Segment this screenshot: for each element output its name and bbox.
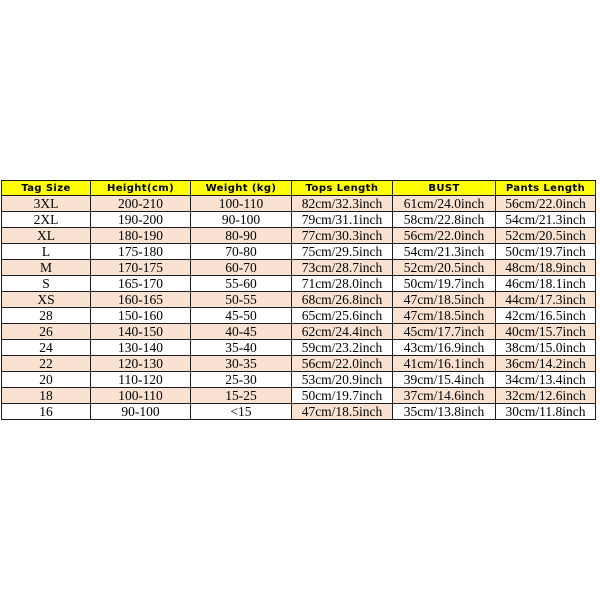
pants-length-cell: 50cm/19.7inch: [496, 244, 596, 260]
column-header-pants-length: Pants Length: [496, 181, 596, 196]
table-row: [2, 372, 596, 388]
table-row: [2, 340, 596, 356]
pants-length-cell: 42cm/16.5inch: [496, 308, 596, 324]
table-row: [2, 356, 596, 372]
height-cell: 110-120: [91, 372, 191, 388]
tag-size-cell: 3XL: [2, 196, 91, 212]
table-row: [2, 324, 596, 340]
height-cell: 140-150: [91, 324, 191, 340]
tops-length-cell: 68cm/26.8inch: [292, 292, 393, 308]
height-cell: 100-110: [91, 388, 191, 404]
bust-cell: 39cm/15.4inch: [393, 372, 496, 388]
size-chart-table: [1, 180, 596, 420]
tag-size-cell: 16: [2, 404, 91, 420]
tops-length-cell: 56cm/22.0inch: [292, 356, 393, 372]
tag-size-cell: 28: [2, 308, 91, 324]
bust-cell: 52cm/20.5inch: [393, 260, 496, 276]
tops-length-cell: 50cm/19.7inch: [292, 388, 393, 404]
tag-size-cell: S: [2, 276, 91, 292]
pants-length-cell: 36cm/14.2inch: [496, 356, 596, 372]
height-cell: 200-210: [91, 196, 191, 212]
tag-size-cell: XL: [2, 228, 91, 244]
bust-cell: 54cm/21.3inch: [393, 244, 496, 260]
bust-cell: 41cm/16.1inch: [393, 356, 496, 372]
tops-length-cell: 59cm/23.2inch: [292, 340, 393, 356]
tag-size-cell: M: [2, 260, 91, 276]
pants-length-cell: 46cm/18.1inch: [496, 276, 596, 292]
column-header-tops-length: Tops Length: [292, 181, 393, 196]
height-cell: 130-140: [91, 340, 191, 356]
weight-cell: 55-60: [191, 276, 292, 292]
height-cell: 120-130: [91, 356, 191, 372]
tag-size-cell: 18: [2, 388, 91, 404]
weight-cell: 60-70: [191, 260, 292, 276]
pants-length-cell: 38cm/15.0inch: [496, 340, 596, 356]
pants-length-cell: 52cm/20.5inch: [496, 228, 596, 244]
column-header-weight: Weight (kg): [191, 181, 292, 196]
table-row: [2, 228, 596, 244]
height-cell: 150-160: [91, 308, 191, 324]
height-cell: 170-175: [91, 260, 191, 276]
pants-length-cell: 56cm/22.0inch: [496, 196, 596, 212]
height-cell: 180-190: [91, 228, 191, 244]
bust-cell: 45cm/17.7inch: [393, 324, 496, 340]
tops-length-cell: 65cm/25.6inch: [292, 308, 393, 324]
bust-cell: 47cm/18.5inch: [393, 292, 496, 308]
table-row: [2, 292, 596, 308]
height-cell: 90-100: [91, 404, 191, 420]
table-row: [2, 404, 596, 420]
tag-size-cell: 22: [2, 356, 91, 372]
height-cell: 190-200: [91, 212, 191, 228]
bust-cell: 47cm/18.5inch: [393, 308, 496, 324]
bust-cell: 61cm/24.0inch: [393, 196, 496, 212]
pants-length-cell: 30cm/11.8inch: [496, 404, 596, 420]
bust-cell: 43cm/16.9inch: [393, 340, 496, 356]
tops-length-cell: 75cm/29.5inch: [292, 244, 393, 260]
table-row: [2, 388, 596, 404]
bust-cell: 37cm/14.6inch: [393, 388, 496, 404]
height-cell: 160-165: [91, 292, 191, 308]
weight-cell: 35-40: [191, 340, 292, 356]
tops-length-cell: 71cm/28.0inch: [292, 276, 393, 292]
weight-cell: 25-30: [191, 372, 292, 388]
column-header-tag-size: Tag Size: [2, 181, 91, 196]
weight-cell: 15-25: [191, 388, 292, 404]
bust-cell: 35cm/13.8inch: [393, 404, 496, 420]
tag-size-cell: 2XL: [2, 212, 91, 228]
table-row: [2, 276, 596, 292]
header-row: [2, 181, 596, 196]
weight-cell: 80-90: [191, 228, 292, 244]
weight-cell: 100-110: [191, 196, 292, 212]
column-header-bust: BUST: [393, 181, 496, 196]
tag-size-cell: L: [2, 244, 91, 260]
table-row: [2, 308, 596, 324]
weight-cell: 40-45: [191, 324, 292, 340]
pants-length-cell: 54cm/21.3inch: [496, 212, 596, 228]
bust-cell: 56cm/22.0inch: [393, 228, 496, 244]
table-row: [2, 196, 596, 212]
table-row: [2, 212, 596, 228]
bust-cell: 50cm/19.7inch: [393, 276, 496, 292]
weight-cell: 90-100: [191, 212, 292, 228]
weight-cell: 50-55: [191, 292, 292, 308]
pants-length-cell: 44cm/17.3inch: [496, 292, 596, 308]
tops-length-cell: 62cm/24.4inch: [292, 324, 393, 340]
tops-length-cell: 47cm/18.5inch: [292, 404, 393, 420]
bust-cell: 58cm/22.8inch: [393, 212, 496, 228]
column-header-height: Height(cm): [91, 181, 191, 196]
height-cell: 165-170: [91, 276, 191, 292]
table-row: [2, 260, 596, 276]
weight-cell: <15: [191, 404, 292, 420]
table-row: [2, 244, 596, 260]
tops-length-cell: 53cm/20.9inch: [292, 372, 393, 388]
tag-size-cell: 24: [2, 340, 91, 356]
tops-length-cell: 77cm/30.3inch: [292, 228, 393, 244]
weight-cell: 45-50: [191, 308, 292, 324]
weight-cell: 30-35: [191, 356, 292, 372]
pants-length-cell: 34cm/13.4inch: [496, 372, 596, 388]
tops-length-cell: 73cm/28.7inch: [292, 260, 393, 276]
tag-size-cell: XS: [2, 292, 91, 308]
height-cell: 175-180: [91, 244, 191, 260]
pants-length-cell: 48cm/18.9inch: [496, 260, 596, 276]
tag-size-cell: 20: [2, 372, 91, 388]
tops-length-cell: 79cm/31.1inch: [292, 212, 393, 228]
pants-length-cell: 32cm/12.6inch: [496, 388, 596, 404]
tops-length-cell: 82cm/32.3inch: [292, 196, 393, 212]
tag-size-cell: 26: [2, 324, 91, 340]
pants-length-cell: 40cm/15.7inch: [496, 324, 596, 340]
weight-cell: 70-80: [191, 244, 292, 260]
